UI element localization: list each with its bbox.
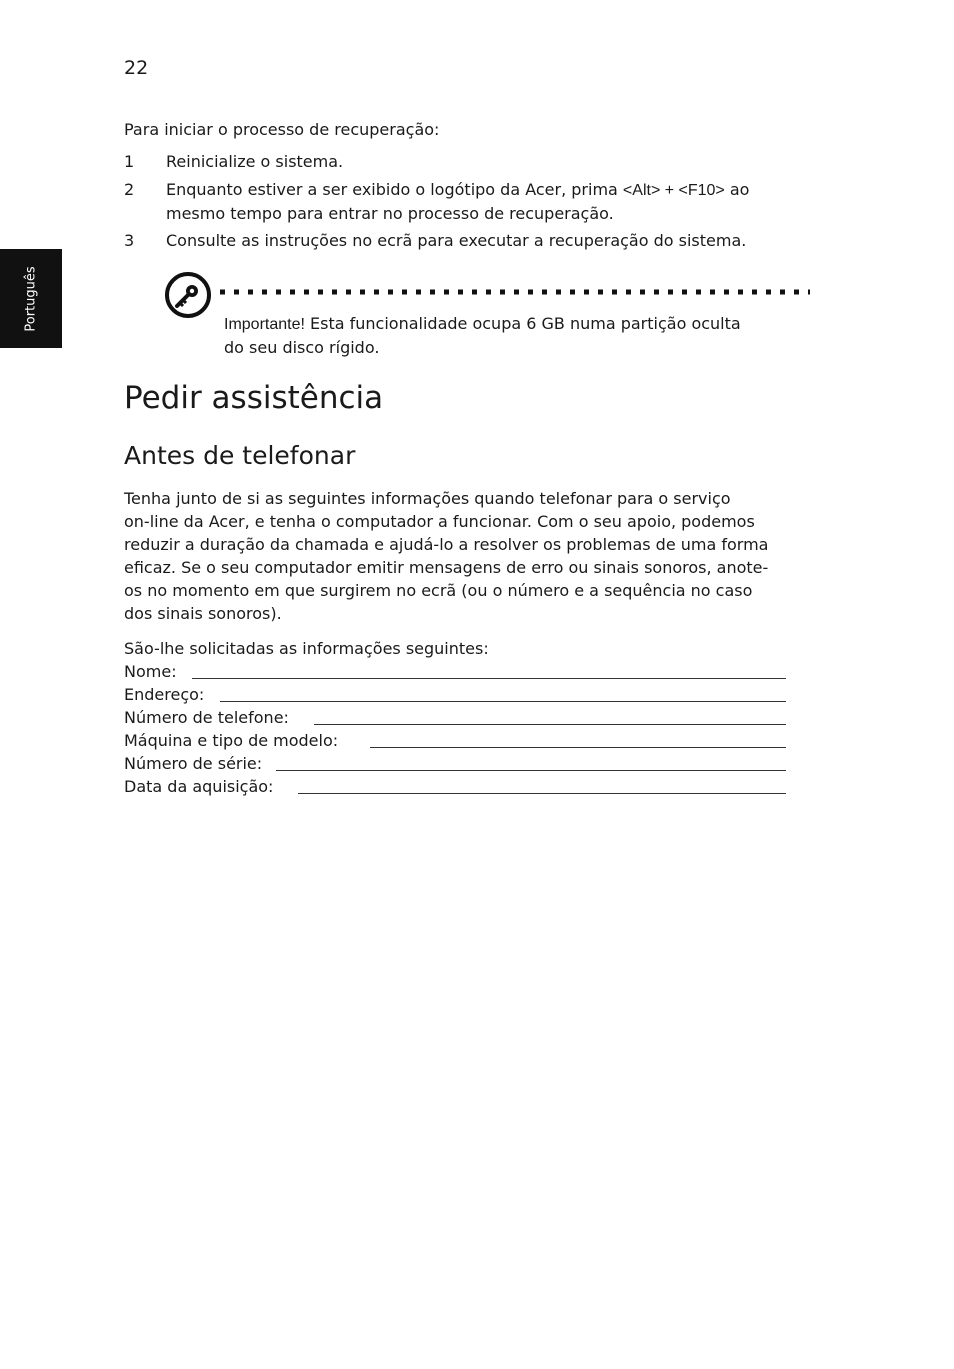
form-field-label: Data da aquisição:	[124, 777, 274, 796]
form-field-line	[276, 770, 786, 771]
subsection-heading: Antes de telefonar	[124, 441, 356, 470]
language-tab-label: Português	[23, 266, 39, 332]
step-number: 3	[124, 231, 135, 250]
step-text: Consulte as instruções no ecrã para executar a recuperação do sistema.	[166, 231, 747, 250]
step-text-part: mesmo tempo para entrar no processo de recuperação.	[166, 204, 614, 223]
note-text: do seu disco rígido.	[224, 338, 380, 357]
form-field-serial	[124, 752, 786, 775]
form-field-line	[220, 701, 786, 702]
form-field-address	[124, 683, 786, 706]
form-field-label: Número de série:	[124, 754, 263, 773]
step-text-part: Enquanto estiver a ser exibido o logótipo da Acer, prima	[166, 180, 623, 199]
form-field-line	[314, 724, 786, 725]
paragraph-line: eficaz. Se o seu computador emitir mensagens de erro ou sinais sonoros, anote-	[124, 558, 769, 577]
note-divider	[220, 289, 810, 295]
note-text: Esta funcionalidade ocupa 6 GB numa partição oculta	[304, 314, 741, 333]
form-intro: São-lhe solicitadas as informações seguintes:	[124, 639, 489, 658]
key-combination: <Alt> + <F10>	[622, 182, 725, 199]
form-field-model	[124, 729, 786, 752]
step-number: 1	[124, 152, 135, 171]
paragraph-line: reduzir a duração da chamada e ajudá-lo a resolver os problemas de uma forma	[124, 535, 769, 554]
paragraph-line: os no momento em que surgirem no ecrã (ou o número e a sequência no caso	[124, 581, 753, 600]
paragraph-line: on-line da Acer, e tenha o computador a funcionar. Com o seu apoio, podemos	[124, 512, 755, 531]
key-icon	[164, 271, 212, 319]
important-note	[224, 312, 814, 359]
form-field-line	[298, 793, 786, 794]
form-field-name	[124, 660, 786, 683]
section-heading: Pedir assistência	[124, 380, 384, 416]
paragraph-line: Tenha junto de si as seguintes informações quando telefonar para o serviço	[124, 489, 731, 508]
step-text: Reinicialize o sistema.	[166, 152, 344, 171]
form-field-phone	[124, 706, 786, 729]
step-text-part: ao	[724, 180, 750, 199]
form-field-label: Máquina e tipo de modelo:	[124, 731, 339, 750]
form-field-purchase-date	[124, 775, 786, 798]
step-2	[124, 178, 814, 224]
form-field-label: Endereço:	[124, 685, 205, 704]
language-tab	[0, 249, 62, 348]
paragraph	[124, 487, 814, 625]
recovery-intro: Para iniciar o processo de recuperação:	[124, 120, 440, 139]
step-3	[124, 229, 814, 252]
step-text	[166, 178, 816, 225]
form-field-label: Número de telefone:	[124, 708, 289, 727]
page-number: 22	[124, 57, 149, 79]
step-1	[124, 150, 814, 173]
form-field-line	[370, 747, 786, 748]
form-field-label: Nome:	[124, 662, 177, 681]
note-label: Importante!	[224, 316, 305, 333]
form-field-line	[192, 678, 786, 679]
step-number: 2	[124, 180, 135, 199]
paragraph-line: dos sinais sonoros).	[124, 604, 282, 623]
